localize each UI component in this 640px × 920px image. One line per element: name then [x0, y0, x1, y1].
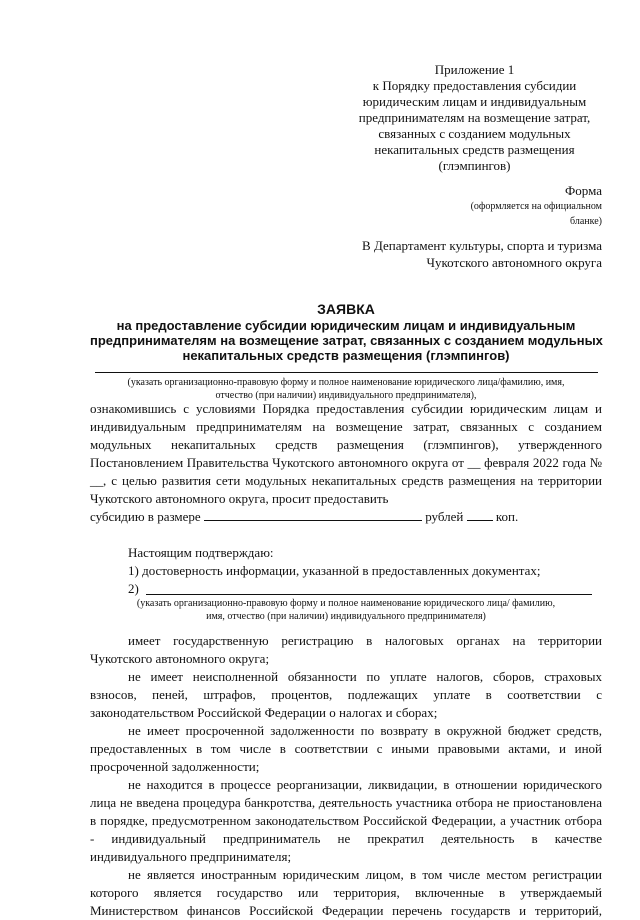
form-label: Форма: [565, 183, 602, 198]
appendix-line: юридическим лицам и индивидуальным: [362, 94, 587, 109]
applicant-blank-line: [95, 372, 598, 373]
addressee-block: [362, 237, 602, 271]
body-line: Постановлением Правительства Чукотского автономного округа от __ февраля 2022 года №: [90, 455, 602, 470]
item2-blank-line[interactable]: [146, 594, 592, 595]
applicant-hint-line: отчество (при наличии) индивидуального предпринимателя),: [215, 390, 477, 401]
confirm-item-2: [128, 580, 602, 598]
form-hint: (оформляется на официальном: [470, 201, 602, 212]
title-line: на предоставление субсидии юридическим лицам и индивидуальным: [116, 318, 576, 333]
appendix-line: предпринимателям на возмещение затрат,: [358, 110, 591, 125]
condition-line: Министерством финансов Российской Федерации перечень государств и территорий,: [90, 903, 602, 918]
body-line: индивидуальным предпринимателям на возмещение затрат, связанных с созданием: [90, 419, 602, 434]
addressee-line: В Департамент культуры, спорта и туризма: [362, 238, 602, 253]
condition-line: не является иностранным юридическим лицом, в том числе местом регистрации: [128, 867, 602, 882]
title-line: некапитальных средств размещения (глэмпингов): [182, 348, 510, 363]
applicant-hint: [90, 376, 602, 402]
subsidy-kop-label: коп.: [495, 509, 519, 524]
subsidy-line: [90, 508, 518, 526]
condition-line: в порядке, предусмотренном законодательством Российской Федерации, а участник отбора: [90, 813, 602, 828]
confirm-heading: Настоящим подтверждаю:: [128, 545, 274, 560]
title-heading: ЗАЯВКА: [317, 301, 375, 317]
appendix-header: [352, 62, 597, 174]
subsidy-rub-field[interactable]: [204, 508, 422, 521]
body-last-line: Чукотского автономного округа, просит предоставить: [90, 491, 389, 506]
condition-line: не имеет неисполненной обязанности по уплате налогов, сборов, страховых: [128, 669, 602, 684]
confirm-item-1: 1) достоверность информации, указанной в предоставленных документах;: [128, 563, 541, 578]
confirm-item-2-number: 2): [128, 581, 139, 596]
condition-last-line: Чукотского автономного округа;: [90, 651, 270, 666]
subsidy-rub-label: рублей: [425, 509, 464, 524]
appendix-line: (глэмпингов): [438, 158, 511, 173]
document-title: [90, 302, 602, 363]
condition-line: которого является государство или территория, включенные в утверждаемый: [90, 885, 602, 900]
condition-line: взносов, пеней, штрафов, процентов, подлежащих уплате в соответствии с: [90, 687, 602, 702]
condition-line: не находится в процессе реорганизации, ликвидации, в отношении юридического: [128, 777, 602, 792]
condition-last-line: индивидуального предпринимателя;: [90, 849, 292, 864]
condition-line: имеет государственную регистрацию в налоговых органах на территории: [128, 633, 602, 648]
body-line: __, с целью развития сети модульных некапитальных средств размещения на территории: [90, 473, 602, 488]
item2-hint-line: имя, отчество (при наличии) индивидуального предпринимателя): [206, 611, 486, 622]
condition-line: предоставленных в том числе в соответствии с иными правовыми актами, и иной: [90, 741, 602, 756]
condition-line: не имеет просроченной задолженности по возврату в окружной бюджет средств,: [128, 723, 602, 738]
item2-hint: [90, 597, 602, 623]
appendix-line: Приложение 1: [434, 62, 515, 77]
title-line: предпринимателям на возмещение затрат, связанных с созданием модульных: [90, 333, 603, 348]
form-note: [471, 183, 602, 228]
condition-last-line: просроченной задолженности;: [90, 759, 260, 774]
appendix-line: некапитальных средств размещения: [374, 142, 575, 157]
condition-line: - индивидуальный предприниматель не прекратил деятельность в качестве: [90, 831, 602, 846]
condition-line: лица не введена процедура банкротства, деятельность участника отбора не приостановлена: [90, 795, 602, 810]
applicant-hint-line: (указать организационно-правовую форму и полное наименование юридического лица/фамилию, имя,: [127, 377, 565, 388]
body-line: модульных некапитальных средств размещения (глэмпингов), утвержденного: [90, 437, 602, 452]
condition-last-line: законодательством Российской Федерации о налогах и сборах;: [90, 705, 438, 720]
appendix-line: связанных с созданием модульных: [378, 126, 571, 141]
subsidy-kop-field[interactable]: [467, 508, 493, 521]
form-hint: бланке): [570, 216, 602, 227]
appendix-line: к Порядку предоставления субсидии: [372, 78, 577, 93]
item2-hint-line: (указать организационно-правовую форму и полное наименование юридического лица/ фамилию,: [136, 598, 556, 609]
body-line: ознакомившись с условиями Порядка предоставления субсидии юридическим лицам и: [90, 401, 602, 416]
subsidy-prefix: субсидию в размере: [90, 509, 201, 524]
addressee-line: Чукотского автономного округа: [426, 255, 602, 270]
